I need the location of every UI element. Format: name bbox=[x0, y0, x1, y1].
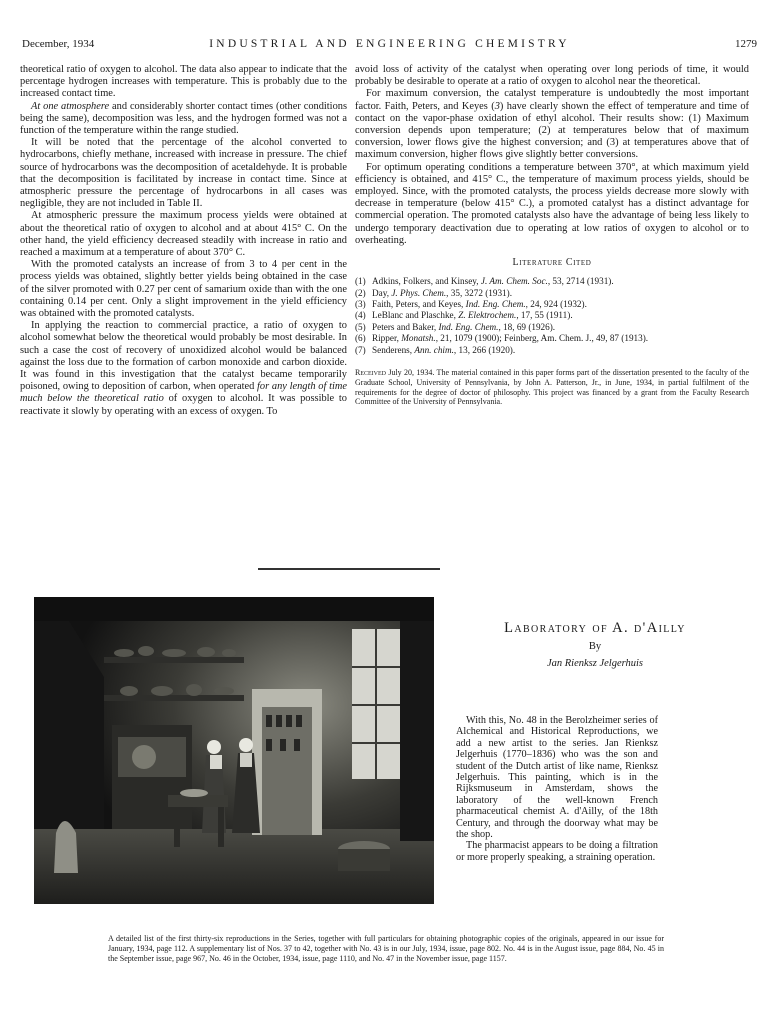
citation-number: 3 bbox=[494, 100, 500, 112]
reference-authors: Day, bbox=[372, 287, 392, 298]
reference-details: , 24, 924 (1932). bbox=[525, 299, 587, 310]
feature-title: Laboratory of A. d'Ailly bbox=[504, 620, 686, 636]
series-footnote: A detailed list of the first thirty-six reproductions in the Series, together with full particulars for obtaining photographic copies of the originals, appeared in our issue for January, 1934, page 112. A supplementary list of Nos. 37 to 42, together with No. 43 is in our July, 1934, issue, page 802. No. 44 is in the August issue, page 884, No. 45 in the September issue, page 967, No. 46 in the October, 1934, issue, page 1110, and No. 47 in the November issue, page 1157. bbox=[108, 934, 664, 964]
reference-item bbox=[355, 299, 749, 310]
reference-authors: Adkins, Folkers, and Kinsey, bbox=[372, 276, 481, 287]
journal-title: INDUSTRIAL AND ENGINEERING CHEMISTRY bbox=[209, 38, 570, 50]
references-heading: Literature Cited bbox=[512, 257, 592, 269]
reference-journal: Ind. Eng. Chem. bbox=[465, 299, 526, 310]
paragraph-text: For maximum conversion, the catalyst temperature is undoubtedly the most important factor. Faith, Peters, and Keyes ( bbox=[355, 88, 749, 112]
reference-journal: Ann. chim. bbox=[414, 344, 454, 355]
received-note bbox=[355, 368, 749, 407]
page-number: 1279 bbox=[735, 38, 757, 50]
paragraph: avoid loss of activity of the catalyst when operating over long periods of time, it would probably be desirable to operate at a ratio of oxygen to alcohol near the theoretical. bbox=[355, 64, 749, 88]
reference-details: , 35, 3272 (1931). bbox=[446, 287, 513, 298]
italic-phrase: for any length of time much below the theoretical ratio bbox=[20, 381, 347, 405]
reference-journal: J. Am. Chem. Soc. bbox=[480, 276, 548, 287]
references-list bbox=[355, 276, 749, 356]
reference-journal: Z. Elektrochem. bbox=[458, 310, 517, 321]
paragraph-text: of oxygen to alcohol. It was possible to reactivate it slowly by operating with an excess of oxygen. To bbox=[20, 393, 348, 417]
laboratory-painting bbox=[34, 597, 434, 904]
paragraph bbox=[20, 320, 347, 418]
paragraph-text: and considerably shorter contact times (other conditions being the same), decomposition was less, and the hydrogen formed was not a function of the temperature within the range studied. bbox=[20, 100, 347, 137]
paragraph: For optimum operating conditions a temperature between 370°, at which maximum yield efficiency is obtained, and 415° C., the temperature of maximum process yields, should be employed. Since, with the promoted catalysts, the process yields decrease more slowly with decrease in temperature (below 415° C.), a promoted catalyst has a distinct advantage for commercial operation. The promoted catalysts also have the advantage of being less likely to undergo temporary deactivation due to operating at low ratios of oxygen to alcohol or to overheating. bbox=[355, 161, 749, 246]
paragraph: theoretical ratio of oxygen to alcohol. The data also appear to indicate that the percentage hydrogen increases with temperature. This is probably due to the increased contact time. bbox=[20, 64, 347, 100]
reference-number: (3) bbox=[355, 299, 366, 310]
reference-number: (1) bbox=[355, 276, 366, 287]
paragraph-text: ) have clearly shown the effect of temperature and time of contact on the vapor-phase oxidation of ethyl alcohol. Their results show: (1) Maximum conversion depends upon temperature; (2) at temperatures below that of maximum conversion, lower flows give the highest conversion; and (3) at temperatures above that of maximum conversion, higher flows give slightly better conversions. bbox=[355, 100, 749, 161]
reference-journal: Ind. Eng. Chem. bbox=[438, 321, 499, 332]
paragraph bbox=[355, 88, 749, 161]
received-label: Received bbox=[355, 368, 386, 378]
reference-item bbox=[355, 310, 749, 321]
paragraph: With the promoted catalysts an increase of from 3 to 4 per cent in the process yields was obtained, slightly better yields being obtained in the case of the silver promoted with 0.27 per cent of samarium oxide than with the one containing 0.14 per cent. Only a slight improvement in the yield efficiency was obtained with the promoted catalysts. bbox=[20, 259, 347, 320]
paragraph: The pharmacist appears to be doing a filtration or more properly speaking, a straining operation. bbox=[456, 840, 658, 863]
paragraph bbox=[20, 101, 347, 138]
reference-number: (2) bbox=[355, 287, 366, 298]
left-column bbox=[20, 64, 347, 418]
reference-authors: Ripper, bbox=[372, 333, 402, 344]
italic-phrase: At one atmosphere bbox=[31, 100, 110, 112]
reference-number: (5) bbox=[355, 321, 366, 332]
reference-item bbox=[355, 322, 749, 333]
running-header bbox=[22, 38, 757, 54]
paragraph: It will be noted that the percentage of the alcohol converted to hydrocarbons, chiefly methane, increased with increase in pressure. The chief source of hydrocarbons was the decomposition of acetaldehyde. It is probable that the decomposition is facilitated by increase in contact time. Since at atmospheric pressure the percentage of hydrocarbons in all cases was negligible, they are not included in Table II. bbox=[20, 137, 347, 210]
reference-details: , 18, 69 (1926). bbox=[498, 321, 556, 332]
reference-authors: LeBlanc and Plaschke, bbox=[372, 310, 459, 321]
reference-details: , 53, 2714 (1931). bbox=[547, 276, 614, 287]
received-text: July 20, 1934. The material contained in this paper forms part of the dissertation presented to the faculty of the Graduate School, University of Pennsylvania, by John A. Patterson, Jr., in June, 1934, in partial fulfilment of the requirements for the degree of doctor of philosophy. This project was financed by a grant from the Faculty Research Committee of the University of Pennsylvania. bbox=[355, 368, 749, 407]
reference-details: , 13, 266 (1920). bbox=[453, 344, 516, 355]
reference-details: , 17, 55 (1911). bbox=[516, 310, 573, 321]
paragraph: At atmospheric pressure the maximum process yields were obtained at about the theoretical ratio of oxygen to alcohol and at about 415° C. On the other hand, the yield efficiency decreased steadily with increase in ratio and reached a maximum at a temperature of about 370° C. bbox=[20, 210, 347, 259]
reference-details: , 21, 1079 (1900); Feinberg, Am. Chem. J., 49, 87 (1913). bbox=[435, 333, 649, 344]
paragraph: With this, No. 48 in the Berolzheimer series of Alchemical and Historical Reproductions, we add a new artist to the series. Jan Rienksz Jelgerhuis (1770–1836) who was the son and student of the Dutch artist of like name, Rienksz Jelgerhuis. This painting, which is in the Rijksmuseum in Amsterdam, shows the laboratory of the well-known French pharmaceutical chemist A. d'Ailly, of the 18th Century, and through the doorway what may be the shop. bbox=[456, 715, 658, 841]
paragraph-text: In applying the reaction to commercial practice, a ratio of oxygen to alcohol somewhat below the theoretical would probably be most desirable. In such a case the cost of recovery of unoxidized alcohol would be balanced against the loss due to the formation of carbon monoxide and carbon dioxide. It was found in this investigation that the catalyst became temporarily poisoned, owing to deposition of carbon, when operated bbox=[20, 320, 347, 393]
right-column bbox=[355, 64, 749, 407]
feature-by: By bbox=[588, 641, 602, 652]
reference-number: (6) bbox=[355, 333, 366, 344]
reference-authors: Faith, Peters, and Keyes, bbox=[372, 299, 466, 310]
reference-number: (7) bbox=[355, 344, 366, 355]
reference-item bbox=[355, 333, 749, 344]
reference-authors: Senderens, bbox=[372, 344, 415, 355]
feature-description bbox=[456, 715, 658, 863]
reference-item bbox=[355, 276, 749, 287]
reference-journal: Monatsh. bbox=[401, 333, 436, 344]
issue-date: December, 1934 bbox=[22, 38, 95, 50]
reference-journal: J. Phys. Chem. bbox=[391, 287, 447, 298]
reference-item bbox=[355, 288, 749, 299]
reference-item bbox=[355, 345, 749, 356]
reference-number: (4) bbox=[355, 310, 366, 321]
section-divider bbox=[258, 568, 440, 570]
painting-illustration bbox=[34, 597, 434, 904]
feature-artist: Jan Rienksz Jelgerhuis bbox=[546, 658, 644, 669]
reference-authors: Peters and Baker, bbox=[372, 321, 439, 332]
